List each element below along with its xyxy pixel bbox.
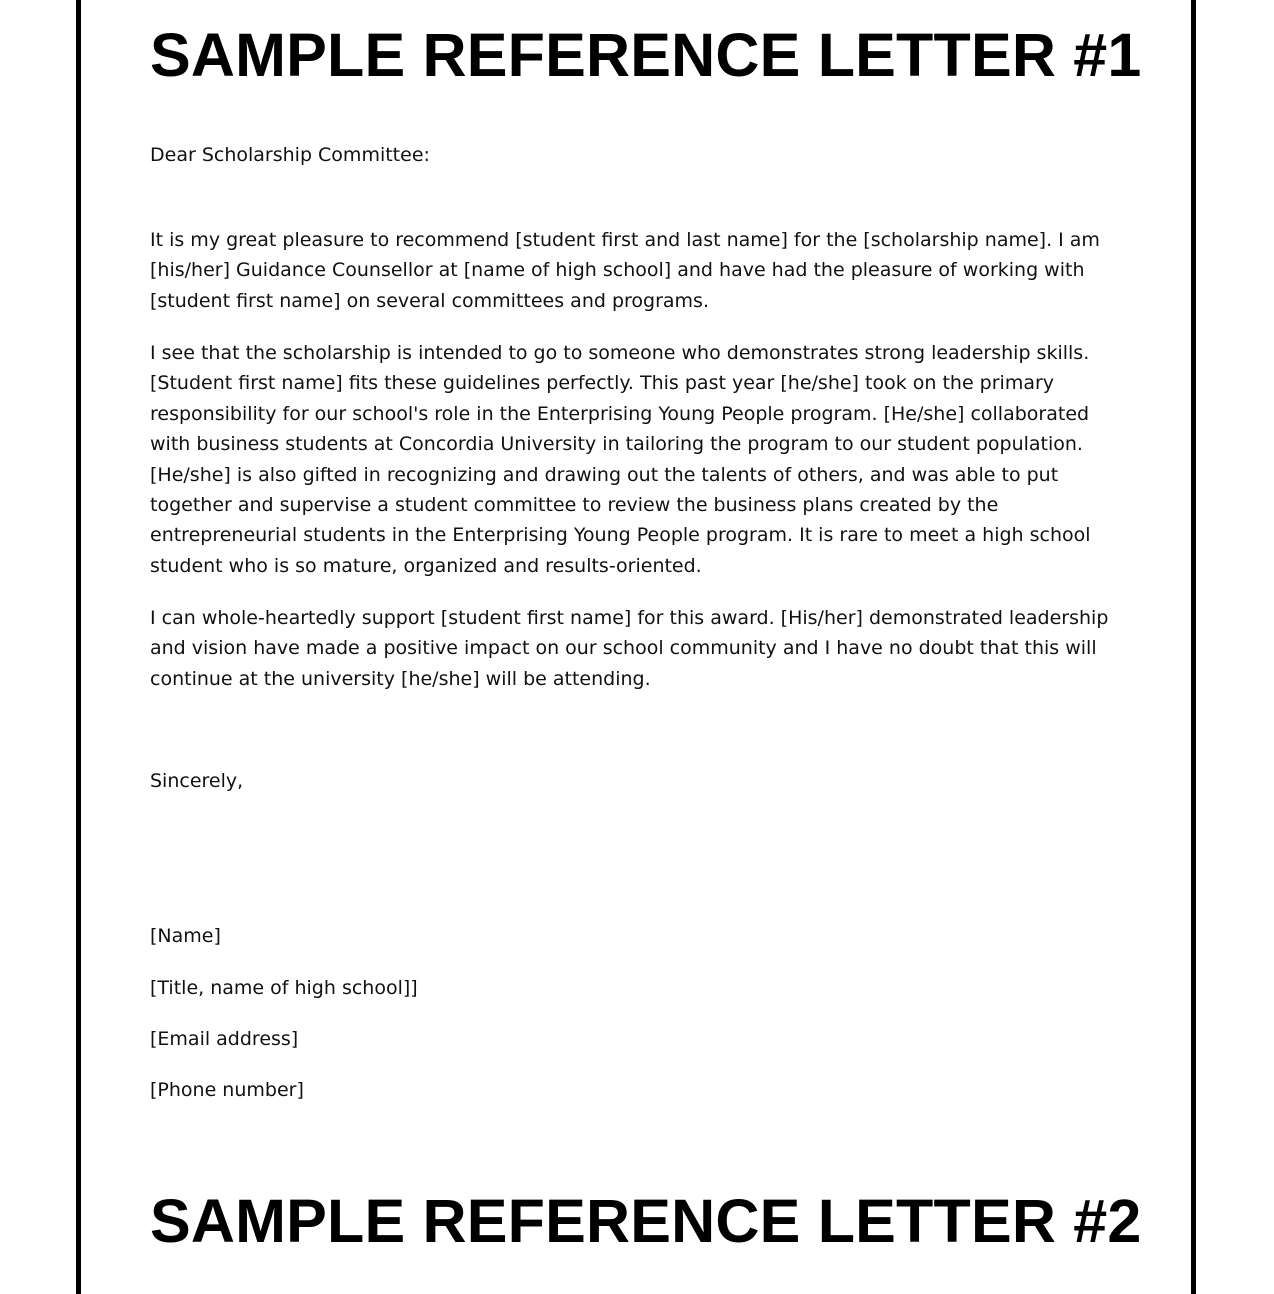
signature-phone: [Phone number]: [150, 1079, 304, 1101]
salutation: Dear Scholarship Committee:: [150, 144, 430, 166]
closing: Sincerely,: [150, 770, 244, 792]
signature-title: [Title, name of high school]]: [150, 977, 418, 999]
signature-email: [Email address]: [150, 1028, 299, 1050]
signature-name: [Name]: [150, 925, 221, 947]
letter-1-heading: SAMPLE REFERENCE LETTER #1: [150, 21, 1142, 89]
paragraph-3: I can whole-heartedly support [student first name] for this award. [His/her] demonstrated leadership and vision have made a positive impact on our school community and I have no doubt that this will continue at the university [he/she] will be attending.: [150, 607, 1109, 690]
paragraph-2: I see that the scholarship is intended to go to someone who demonstrates strong leadership skills. [Student first name] fits these guidelines perfectly. This past year [he/she] took on the primary responsibility for our school's role in the Enterprising Young People program. [He/she] collaborated with business students at Concordia University in tailoring the program to our student population. [He/she] is also gifted in recognizing and drawing out the talents of others, and was able to put together and supervise a student committee to review the business plans created by the entrepreneurial students in the Enterprising Young People program. It is rare to meet a high school student who is so mature, organized and results-oriented.: [150, 342, 1091, 577]
letter-2-heading: SAMPLE REFERENCE LETTER #2: [150, 1187, 1142, 1255]
paragraph-1: It is my great pleasure to recommend [student first and last name] for the [scholarship name]. I am [his/her] Guidance Counsellor at [name of high school] and have had the pleasure of working with [student first name] on several committees and programs.: [150, 229, 1100, 312]
